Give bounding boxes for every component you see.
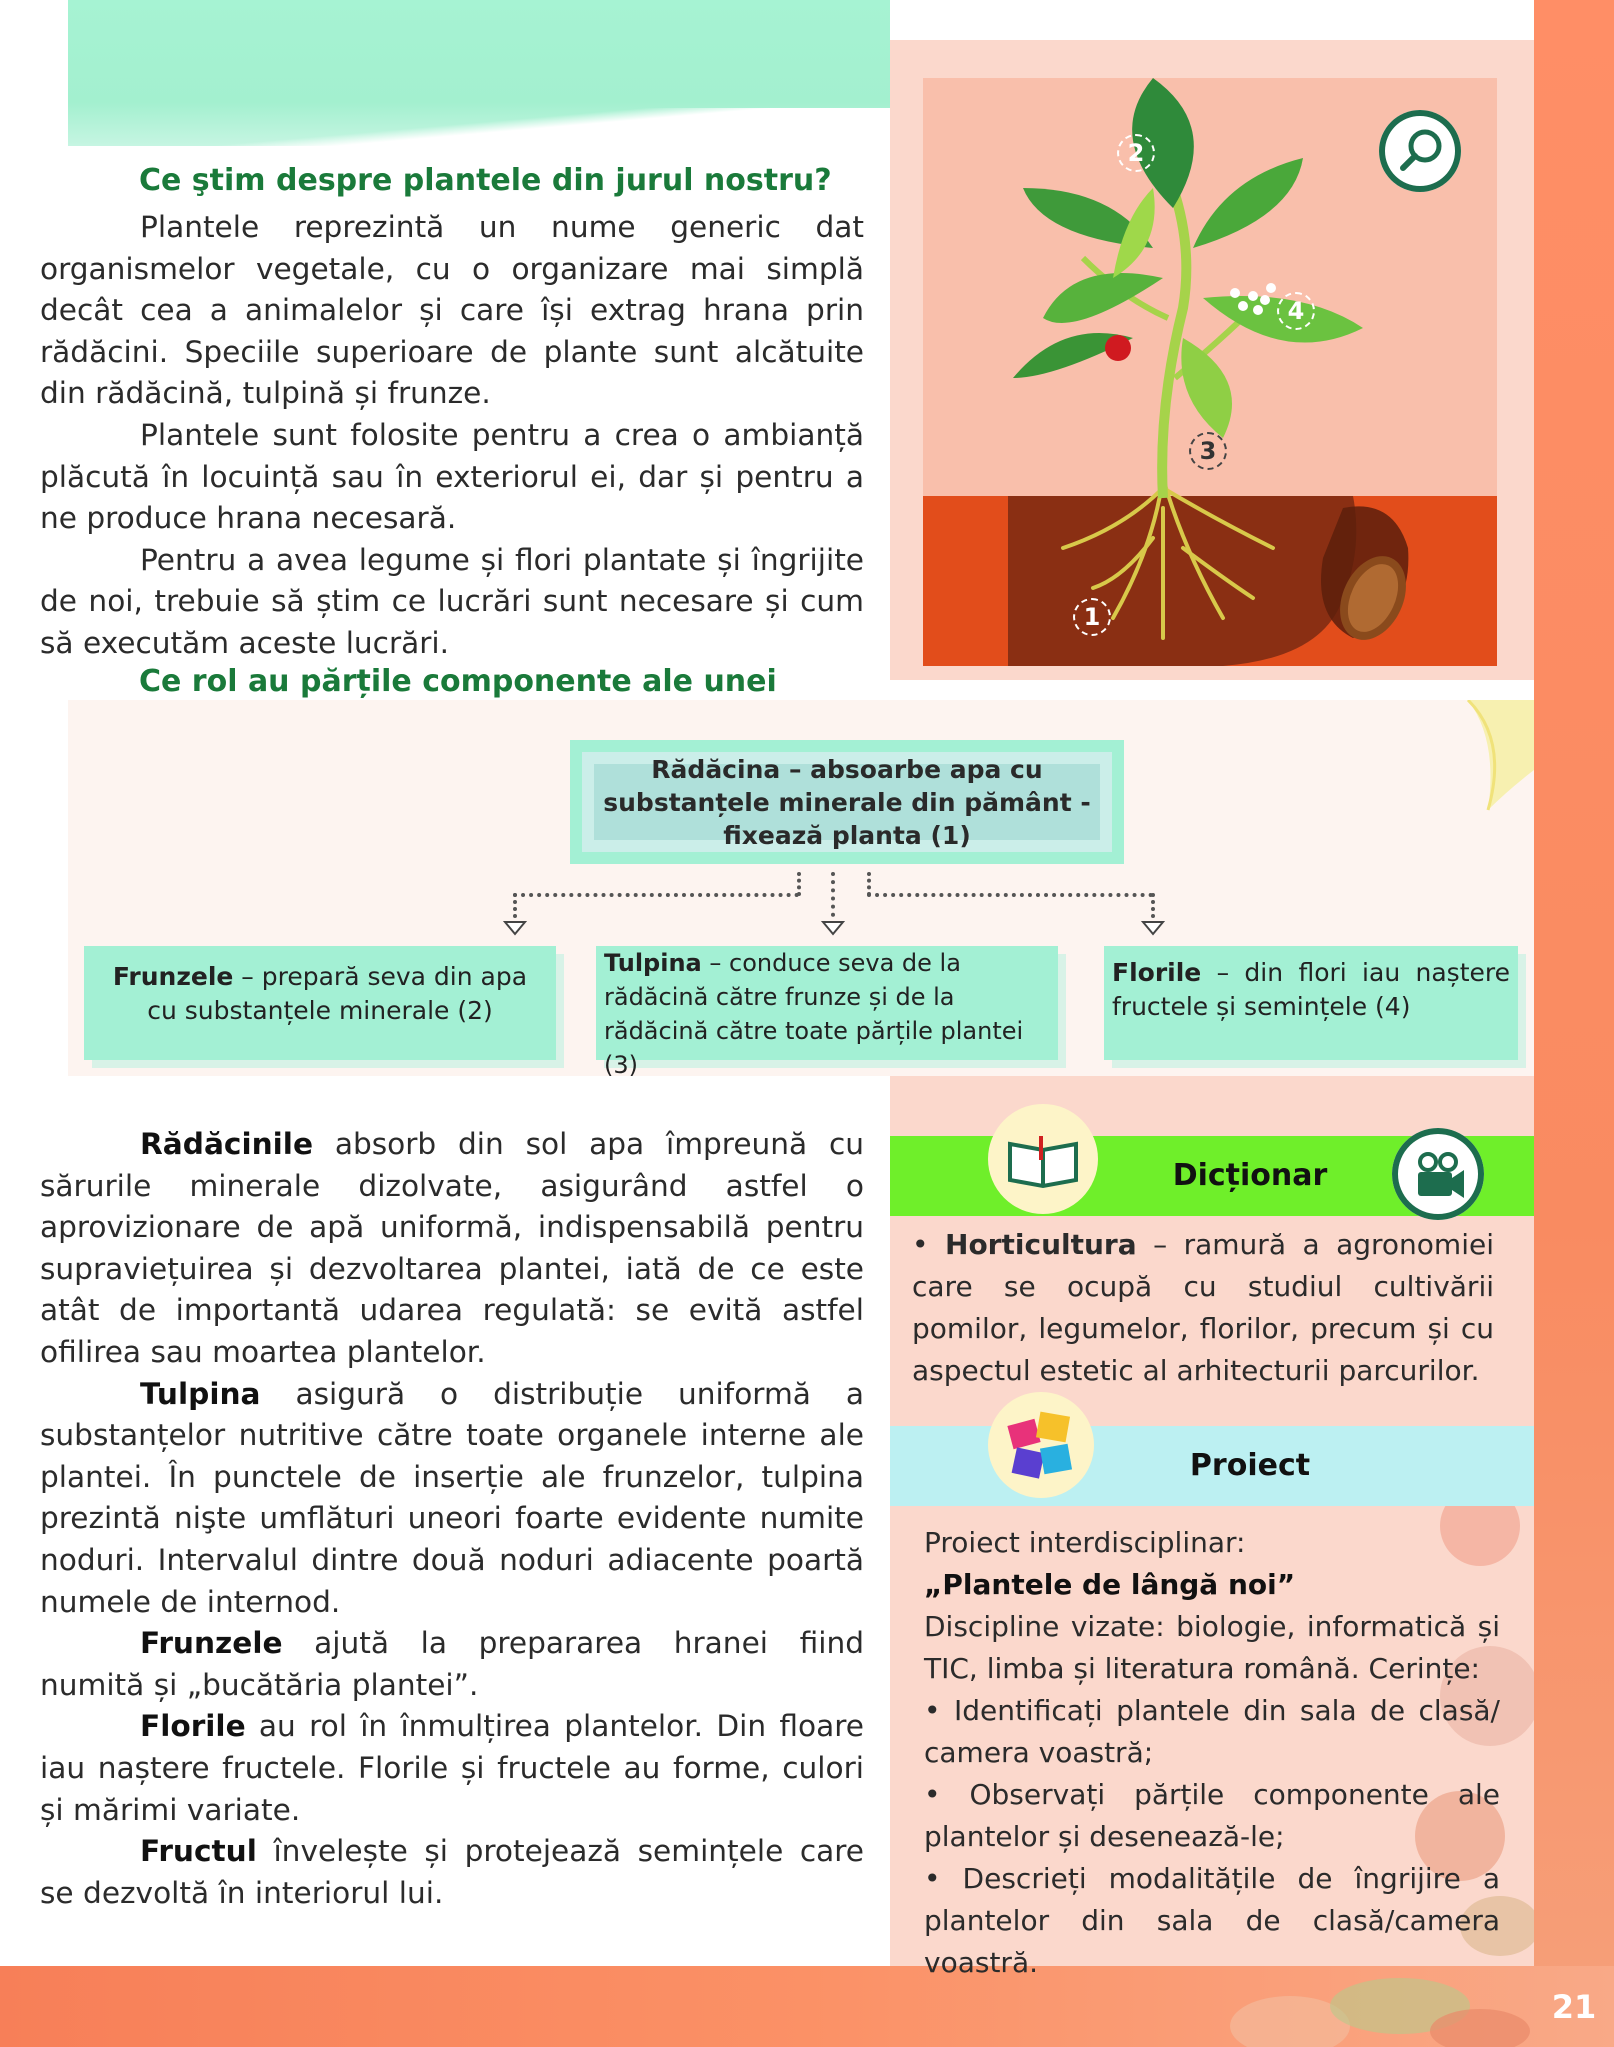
leaves-diagram-bold: Frunzele <box>112 962 234 991</box>
roots-text: absorb din sol apa împreună cu sărurile minerale dizolvate, asigurând astfel o aprovizionare de apă uniformă, indispensabilă pentru supraviețuirea și dezvoltarea plantei, iată de ce este atât de importantă udarea regulată: se evită astfel ofilirea sau moartea plantelor. <box>40 1127 864 1369</box>
project-body <box>924 1522 1500 1984</box>
connector-center <box>831 872 835 925</box>
dictionary-title: Dicționar <box>1172 1158 1328 1193</box>
flowers-diagram-bold: Florile <box>1112 958 1202 987</box>
connector-left-rise <box>797 872 801 896</box>
project-name: „Plantele de lângă noi” <box>924 1568 1296 1601</box>
puzzle-icon <box>988 1392 1094 1498</box>
arrow-down-icon <box>821 920 845 936</box>
arrow-down-icon <box>1141 920 1165 936</box>
flowers-diagram-desc: – din flori iau naștere fructele și semințele (4) <box>1112 958 1510 1021</box>
leaves-text: ajută la prepararea hranei fiind numită și „bucătăria plantei”. <box>40 1626 864 1702</box>
intro-paragraph-3: Pentru a avea legume și flori plantate și îngrijite de noi, trebuie să știm ce lucrări sunt necesare și cum să executăm aceste lucrări. <box>40 542 864 660</box>
roots-paragraph <box>40 1124 864 1374</box>
fruit-bold: Fructul <box>140 1834 257 1869</box>
roots-diagram-box <box>570 740 1124 864</box>
marker-4: 4 <box>1277 292 1315 330</box>
marker-1: 1 <box>1073 598 1111 636</box>
stem-diagram-desc: – conduce seva de la rădăcină către frunze și de la rădăcină către toate părțile plantei (3) <box>604 949 1024 1079</box>
stem-paragraph <box>40 1374 864 1624</box>
leaves-bold: Frunzele <box>140 1626 283 1661</box>
connector-right-rise <box>867 872 871 896</box>
connector-left <box>513 893 799 897</box>
connector-right <box>867 893 1153 897</box>
marker-2: 2 <box>1117 134 1155 172</box>
stem-diagram-box <box>596 946 1058 1079</box>
right-edge-strip <box>1534 0 1614 2047</box>
intro-text <box>40 207 864 665</box>
arrow-down-icon <box>503 920 527 936</box>
book-icon <box>988 1104 1098 1214</box>
roots-bold: Rădăcinile <box>140 1127 314 1161</box>
project-task-2: • Observați părțile componente ale plantelor și desenează-le; <box>924 1778 1500 1853</box>
flowers-diagram-box <box>1104 946 1518 1060</box>
roles-heading: Ce rol au părțile componente ale unei <box>139 664 777 699</box>
project-header <box>890 1426 1534 1506</box>
flowers-bold: Florile <box>140 1709 246 1744</box>
dictionary-term: Horticultura <box>945 1228 1137 1261</box>
leaves-diagram-box <box>84 946 556 1060</box>
flowers-diagram-text <box>1104 946 1518 1034</box>
page-number: 21 <box>1551 1988 1597 2026</box>
fruit-text: învelește și protejează semințele care se dezvoltă în interiorul lui. <box>40 1834 864 1910</box>
stem-text: asigură o distribuție uniformă a substanțelor nutritive către toate organele interne ale plantei. În punctele de inserție ale frunzelor, tulpina prezintă nişte umflături uneori foarte evidente numite noduri. Intervalul dintre două noduri adiacente poartă numele de internod. <box>40 1376 864 1619</box>
intro-paragraph-2: Plantele sunt folosite pentru a crea o ambianță plăcută în locuință sau în exteriorul ei, dar și pentru a ne produce hrana necesară. <box>40 417 864 536</box>
project-task-1: • Identificați plantele din sala de clasă/ camera voastră; <box>924 1694 1500 1769</box>
bullet: • <box>912 1228 946 1261</box>
stem-bold: Tulpina <box>140 1376 261 1411</box>
intro-paragraph-1: Plantele reprezintă un nume generic dat organismelor vegetale, cu o organizare mai simplă decât cea a animalelor și care își extrag hrana prin rădăcini. Speciile superioare de plante sunt alcătuite din rădăcină, tulpină și frunze. <box>40 210 864 411</box>
plant-illustration <box>923 78 1497 666</box>
body-text <box>40 1124 864 1914</box>
project-disciplines: Discipline vizate: biologie, informatică și TIC, limba și literatura română. Cerințe: <box>924 1610 1500 1685</box>
fruit-paragraph <box>40 1831 864 1914</box>
intro-heading: Ce ştim despre plantele din jurul nostru? <box>139 163 832 198</box>
leaves-diagram-text <box>84 946 556 1042</box>
flowers-paragraph <box>40 1706 864 1831</box>
top-banner <box>68 0 890 146</box>
magnifier-icon <box>1379 110 1461 192</box>
project-type: Proiect interdisciplinar: <box>924 1526 1246 1559</box>
stem-diagram-text <box>596 946 1058 1082</box>
dictionary-entry <box>912 1224 1494 1392</box>
dictionary-definition: – ramură a agronomiei care se ocupă cu studiul cultivării pomilor, legumelor, florilor, precum și cu aspectul estetic al arhitecturii parcurilor. <box>912 1228 1494 1387</box>
project-task-3: • Descrieți modalitățile de îngrijire a plantelor din sala de clasă/camera voastră. <box>924 1862 1500 1979</box>
project-title: Proiect <box>1189 1448 1311 1483</box>
leaves-diagram-desc: – prepară seva din apa cu substanțele minerale (2) <box>147 962 528 1025</box>
flowers-text: au rol în înmulțirea plantelor. Din floare iau naștere fructele. Florile și fructele au forme, culori și mărimi variate. <box>40 1709 864 1827</box>
marker-3: 3 <box>1189 432 1227 470</box>
leaves-paragraph <box>40 1623 864 1706</box>
video-camera-icon <box>1392 1128 1484 1220</box>
stem-diagram-bold: Tulpina <box>604 949 702 977</box>
roots-diagram-text: Rădăcina – absoarbe apa cu substanțele minerale din pământ - fixează planta (1) <box>594 764 1100 840</box>
